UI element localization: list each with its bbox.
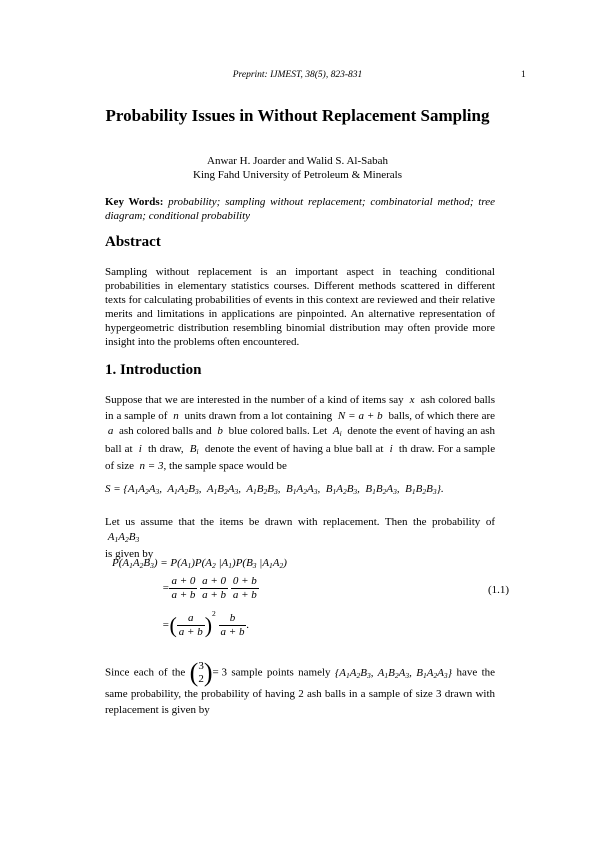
- abstract-heading: Abstract: [105, 234, 161, 250]
- since-paragraph: Since each of the (3 2)= 3 sample points namely {$A_1A_2B_3$, $A_1B_2A_3$, $B_1A_2A_3$} have the same probability, the probability of having 2 ash balls in a sample of size 3 drawn with replacement is given by: [105, 658, 496, 716]
- assumption-paragraph: Let us assume that the items be drawn with replacement. Then the probability of $A_1A_2B_3$ is given by: [105, 516, 495, 560]
- equation-number: (1.1): [488, 584, 510, 596]
- equation-1-1: $P(A_1A_2B_3) = P(A_1)P(A_2$ $|A_1)P(B_3$ $|A_1A_2$) = $\frac{a + 0}{a + b}$ $\frac{a + 0}{a + b}$ $\frac{0 + b}{a + b}$ =( $\frac{a}{a + b}$ )$^2$ $\frac{b}{a + b}$ .: [112, 557, 287, 638]
- keywords-text: probability; sampling without replacement; combinatorial method; tree diagram; conditional probability: [105, 196, 495, 222]
- running-head: Preprint: IJMEST, 38(5), 823-831: [232, 70, 363, 80]
- keywords-label: Key Words:: [105, 196, 164, 208]
- binomial-coefficient: (3 2)= 3: [189, 658, 227, 687]
- keywords: [105, 195, 495, 223]
- paper-title: Probability Issues in Without Replacement Sampling: [105, 106, 490, 125]
- author-affiliation: King Fahd University of Petroleum & Minerals: [193, 169, 402, 181]
- author-block: [0, 154, 595, 182]
- introduction-heading: 1. Introduction: [105, 362, 202, 378]
- abstract-text: Sampling without replacement is an important aspect in teaching conditional probabilities in elementary statistics courses. Different methods scattered in different texts for calculating probabilities of events in this context are reviewed and their relative merits and limitations in applications are pinpointed. An alternative representation of hypergeometric distribution resembling binomial distribution may often provide more insight into the problems often encountered.: [105, 266, 495, 348]
- sample-space-equation: $S = \{A_1A_2A_3$, $A_1A_2B_3$, $A_1B_2A_3$, $A_1B_2B_3$, $B_1A_2A_3$, $B_1A_2B_3$, $B_1B_2A_3$, $B_1B_2B_3$}.: [105, 483, 444, 496]
- intro-paragraph: Suppose that we are interested in the number of a kind of items say x ash colored balls in a sample of n units drawn from a lot containing N = a + b balls, of which there are a ash colored balls and b blue colored balls. Let $A_i$ denote the event of having an ash ball at i th draw, $B_i$ denote the event of having a blue ball at i th draw. For a sample of size n = 3, the sample space would be: [105, 394, 496, 472]
- page-number: 1: [521, 70, 526, 80]
- author-names: Anwar H. Joarder and Walid S. Al-Sabah: [207, 155, 388, 167]
